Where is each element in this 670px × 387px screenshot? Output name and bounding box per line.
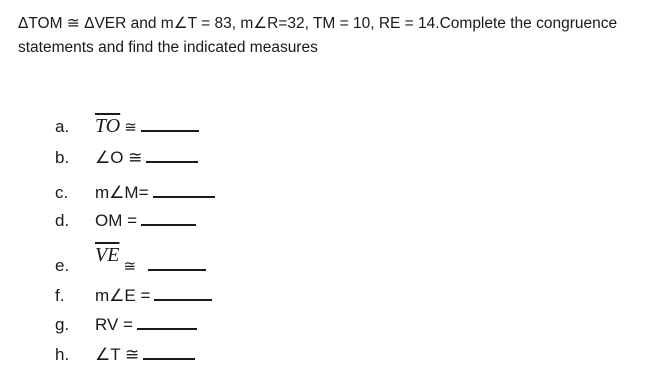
question-text: m∠E = [95,286,151,305]
question-letter: g. [55,315,70,334]
question-text: ≅ [123,258,137,275]
question-f [55,283,212,309]
question-a [55,113,199,139]
question-text: m∠M= [95,183,149,202]
answer-blank[interactable] [143,342,195,360]
question-letter: d. [55,211,70,230]
question-e [55,244,206,278]
answer-blank[interactable] [137,312,197,330]
answer-blank[interactable] [148,253,206,271]
answer-blank[interactable] [141,114,199,132]
question-text: ∠O ≅ [95,148,143,167]
question-text: ≅ [124,119,137,136]
question-text: ∠T ≅ [95,345,140,364]
problem-line-1: ΔTOM ≅ ΔVER and m∠T = 83, m∠R=32, TM = 10, RE = 14.Complete the congruence [18,15,618,32]
question-letter: c. [55,183,69,202]
answer-blank[interactable] [146,145,198,163]
question-h [55,342,195,368]
question-b [55,145,198,171]
question-letter: f. [55,286,65,305]
question-text: OM = [95,211,138,230]
problem-statement [18,12,658,60]
answer-blank[interactable] [141,208,196,226]
problem-line-2: statements and find the indicated measures [18,39,318,56]
segment-label: $\overline{VE}$ [95,244,120,266]
question-d [55,208,196,234]
answer-blank[interactable] [153,180,215,198]
question-letter: b. [55,148,70,167]
answer-blank[interactable] [154,283,212,301]
question-g [55,312,197,338]
question-letter: h. [55,345,70,364]
question-letter: a. [55,117,70,136]
question-text: RV = [95,315,133,334]
question-letter: e. [55,256,70,275]
question-c [55,180,215,206]
segment-label: $\overline{TO}$ [95,115,121,137]
